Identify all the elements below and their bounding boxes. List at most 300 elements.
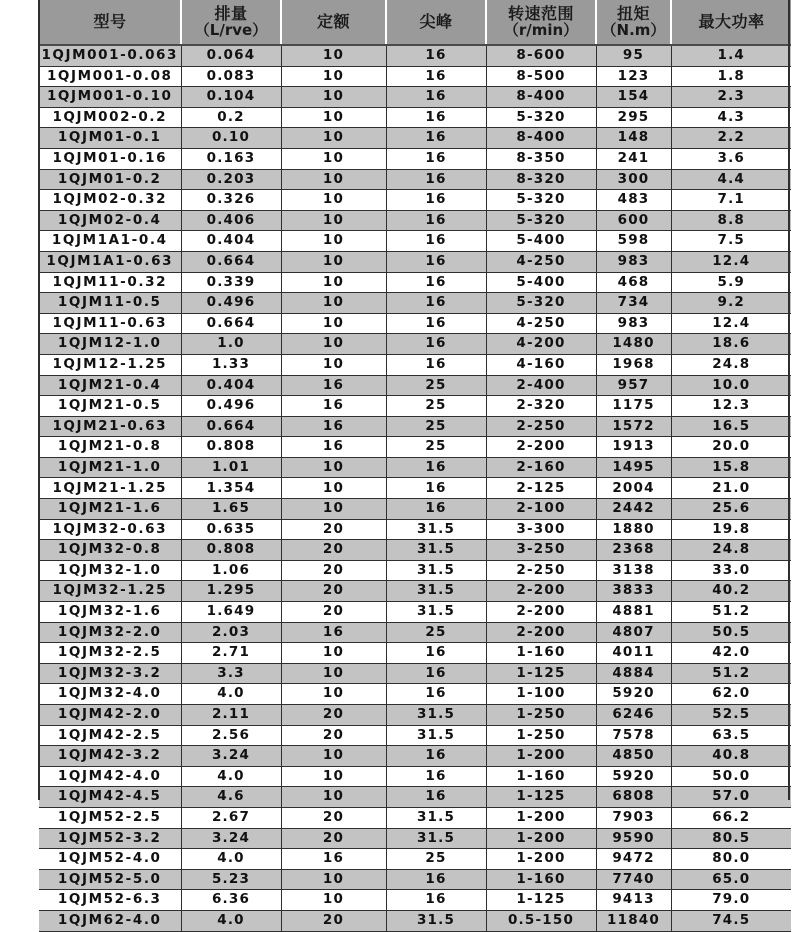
column-header-max_power [671, 0, 791, 45]
cell-torque: 7578 [596, 725, 671, 746]
cell-rated: 10 [281, 107, 386, 128]
cell-displacement: 2.56 [181, 725, 281, 746]
cell-displacement: 1.65 [181, 499, 281, 520]
cell-torque: 7740 [596, 869, 671, 890]
cell-max_power: 18.6 [671, 334, 791, 355]
cell-rated: 10 [281, 210, 386, 231]
cell-max_power: 16.5 [671, 416, 791, 437]
cell-speed_range: 5-400 [486, 231, 596, 252]
table-row [39, 684, 791, 705]
cell-rated: 16 [281, 849, 386, 870]
cell-displacement: 2.71 [181, 643, 281, 664]
cell-max_power: 12.4 [671, 313, 791, 334]
cell-speed_range: 4-160 [486, 354, 596, 375]
cell-model: 1QJM21-1.25 [39, 478, 181, 499]
cell-displacement: 1.06 [181, 560, 281, 581]
cell-displacement: 0.496 [181, 293, 281, 314]
cell-max_power: 80.5 [671, 828, 791, 849]
cell-torque: 1175 [596, 396, 671, 417]
column-header-speed_range [486, 0, 596, 45]
cell-model: 1QJM01-0.2 [39, 169, 181, 190]
cell-max_power: 7.1 [671, 190, 791, 211]
cell-torque: 95 [596, 45, 671, 66]
table-row [39, 602, 791, 623]
table-row [39, 725, 791, 746]
cell-model: 1QJM21-1.6 [39, 499, 181, 520]
cell-peak: 25 [386, 375, 486, 396]
cell-torque: 6246 [596, 705, 671, 726]
table-row [39, 849, 791, 870]
cell-displacement: 0.104 [181, 87, 281, 108]
table-row [39, 499, 791, 520]
cell-model: 1QJM001-0.08 [39, 66, 181, 87]
cell-rated: 20 [281, 725, 386, 746]
cell-max_power: 52.5 [671, 705, 791, 726]
cell-speed_range: 2-200 [486, 622, 596, 643]
table-row [39, 807, 791, 828]
cell-max_power: 12.3 [671, 396, 791, 417]
table-row [39, 643, 791, 664]
cell-torque: 1495 [596, 457, 671, 478]
cell-displacement: 0.404 [181, 231, 281, 252]
cell-torque: 123 [596, 66, 671, 87]
cell-rated: 10 [281, 87, 386, 108]
cell-model: 1QJM52-6.3 [39, 890, 181, 911]
cell-speed_range: 8-350 [486, 148, 596, 169]
cell-model: 1QJM21-0.63 [39, 416, 181, 437]
cell-speed_range: 1-200 [486, 746, 596, 767]
cell-max_power: 12.4 [671, 251, 791, 272]
cell-model: 1QJM002-0.2 [39, 107, 181, 128]
table-row [39, 375, 791, 396]
cell-peak: 31.5 [386, 519, 486, 540]
table-row [39, 910, 791, 931]
cell-max_power: 3.6 [671, 148, 791, 169]
cell-max_power: 1.4 [671, 45, 791, 66]
cell-displacement: 1.01 [181, 457, 281, 478]
cell-rated: 10 [281, 190, 386, 211]
cell-model: 1QJM52-2.5 [39, 807, 181, 828]
cell-speed_range: 2-200 [486, 581, 596, 602]
column-header-label: 尖峰 [419, 11, 453, 31]
cell-model: 1QJM52-4.0 [39, 849, 181, 870]
cell-speed_range: 2-200 [486, 437, 596, 458]
column-header-label: 定额 [316, 11, 350, 31]
cell-displacement: 0.496 [181, 396, 281, 417]
cell-model: 1QJM32-3.2 [39, 663, 181, 684]
cell-speed_range: 5-320 [486, 293, 596, 314]
cell-torque: 4011 [596, 643, 671, 664]
header-row [39, 0, 791, 45]
cell-model: 1QJM62-4.0 [39, 910, 181, 931]
cell-rated: 10 [281, 890, 386, 911]
cell-rated: 20 [281, 540, 386, 561]
cell-rated: 20 [281, 828, 386, 849]
cell-max_power: 20.0 [671, 437, 791, 458]
cell-model: 1QJM32-2.0 [39, 622, 181, 643]
cell-rated: 20 [281, 581, 386, 602]
cell-model: 1QJM42-4.5 [39, 787, 181, 808]
cell-peak: 16 [386, 643, 486, 664]
cell-peak: 31.5 [386, 828, 486, 849]
table-row [39, 540, 791, 561]
cell-max_power: 65.0 [671, 869, 791, 890]
cell-torque: 1968 [596, 354, 671, 375]
cell-peak: 16 [386, 272, 486, 293]
cell-torque: 7903 [596, 807, 671, 828]
cell-torque: 4850 [596, 746, 671, 767]
cell-peak: 25 [386, 416, 486, 437]
cell-model: 1QJM02-0.32 [39, 190, 181, 211]
cell-displacement: 6.36 [181, 890, 281, 911]
cell-peak: 16 [386, 107, 486, 128]
cell-torque: 1572 [596, 416, 671, 437]
cell-speed_range: 1-250 [486, 705, 596, 726]
cell-torque: 983 [596, 313, 671, 334]
table-row [39, 293, 791, 314]
cell-rated: 20 [281, 705, 386, 726]
cell-displacement: 4.0 [181, 910, 281, 931]
table-row [39, 416, 791, 437]
cell-peak: 16 [386, 231, 486, 252]
cell-rated: 10 [281, 354, 386, 375]
cell-model: 1QJM02-0.4 [39, 210, 181, 231]
cell-rated: 10 [281, 663, 386, 684]
cell-max_power: 8.8 [671, 210, 791, 231]
cell-torque: 148 [596, 128, 671, 149]
cell-max_power: 4.3 [671, 107, 791, 128]
table-row [39, 457, 791, 478]
cell-speed_range: 8-320 [486, 169, 596, 190]
cell-peak: 25 [386, 622, 486, 643]
cell-torque: 3138 [596, 560, 671, 581]
cell-displacement: 3.24 [181, 746, 281, 767]
cell-max_power: 40.2 [671, 581, 791, 602]
table-header [39, 0, 791, 45]
cell-displacement: 0.808 [181, 540, 281, 561]
cell-displacement: 1.0 [181, 334, 281, 355]
cell-torque: 9590 [596, 828, 671, 849]
cell-rated: 10 [281, 766, 386, 787]
table-row [39, 396, 791, 417]
cell-rated: 10 [281, 457, 386, 478]
cell-model: 1QJM11-0.32 [39, 272, 181, 293]
cell-peak: 16 [386, 787, 486, 808]
cell-rated: 16 [281, 437, 386, 458]
cell-torque: 1880 [596, 519, 671, 540]
cell-torque: 241 [596, 148, 671, 169]
cell-peak: 31.5 [386, 725, 486, 746]
cell-peak: 16 [386, 45, 486, 66]
cell-max_power: 15.8 [671, 457, 791, 478]
table-row [39, 581, 791, 602]
cell-model: 1QJM21-0.4 [39, 375, 181, 396]
cell-peak: 31.5 [386, 602, 486, 623]
cell-displacement: 5.23 [181, 869, 281, 890]
cell-displacement: 4.0 [181, 684, 281, 705]
cell-torque: 4884 [596, 663, 671, 684]
cell-max_power: 2.3 [671, 87, 791, 108]
table-row [39, 272, 791, 293]
cell-model: 1QJM42-2.5 [39, 725, 181, 746]
cell-torque: 483 [596, 190, 671, 211]
cell-model: 1QJM32-1.0 [39, 560, 181, 581]
cell-speed_range: 0.5-150 [486, 910, 596, 931]
cell-rated: 10 [281, 869, 386, 890]
cell-rated: 20 [281, 519, 386, 540]
cell-max_power: 25.6 [671, 499, 791, 520]
cell-max_power: 24.8 [671, 354, 791, 375]
cell-displacement: 0.406 [181, 210, 281, 231]
cell-rated: 16 [281, 622, 386, 643]
cell-peak: 25 [386, 396, 486, 417]
cell-peak: 16 [386, 148, 486, 169]
cell-model: 1QJM32-1.25 [39, 581, 181, 602]
cell-torque: 734 [596, 293, 671, 314]
cell-speed_range: 1-160 [486, 869, 596, 890]
table-row [39, 87, 791, 108]
cell-speed_range: 4-200 [486, 334, 596, 355]
column-header-label: 排量 [214, 3, 248, 23]
cell-model: 1QJM12-1.0 [39, 334, 181, 355]
cell-peak: 16 [386, 210, 486, 231]
cell-peak: 31.5 [386, 560, 486, 581]
table-row [39, 622, 791, 643]
cell-speed_range: 3-250 [486, 540, 596, 561]
cell-torque: 1913 [596, 437, 671, 458]
cell-max_power: 7.5 [671, 231, 791, 252]
cell-max_power: 4.4 [671, 169, 791, 190]
cell-max_power: 1.8 [671, 66, 791, 87]
table-row [39, 828, 791, 849]
table-row [39, 437, 791, 458]
cell-max_power: 24.8 [671, 540, 791, 561]
table-row [39, 128, 791, 149]
cell-rated: 20 [281, 807, 386, 828]
cell-model: 1QJM001-0.063 [39, 45, 181, 66]
cell-rated: 16 [281, 375, 386, 396]
cell-peak: 31.5 [386, 581, 486, 602]
cell-rated: 10 [281, 169, 386, 190]
cell-torque: 154 [596, 87, 671, 108]
cell-rated: 10 [281, 293, 386, 314]
cell-peak: 16 [386, 746, 486, 767]
cell-torque: 2368 [596, 540, 671, 561]
cell-peak: 16 [386, 354, 486, 375]
cell-torque: 9472 [596, 849, 671, 870]
cell-speed_range: 5-320 [486, 190, 596, 211]
cell-speed_range: 1-160 [486, 643, 596, 664]
cell-peak: 25 [386, 849, 486, 870]
cell-displacement: 3.24 [181, 828, 281, 849]
cell-max_power: 51.2 [671, 663, 791, 684]
cell-speed_range: 1-160 [486, 766, 596, 787]
cell-max_power: 2.2 [671, 128, 791, 149]
cell-displacement: 0.808 [181, 437, 281, 458]
cell-peak: 16 [386, 190, 486, 211]
table-row [39, 334, 791, 355]
cell-displacement: 1.354 [181, 478, 281, 499]
column-header-unit: （N.m） [601, 20, 666, 39]
cell-speed_range: 2-100 [486, 499, 596, 520]
table-row [39, 354, 791, 375]
cell-model: 1QJM21-1.0 [39, 457, 181, 478]
cell-model: 1QJM42-2.0 [39, 705, 181, 726]
cell-model: 1QJM52-3.2 [39, 828, 181, 849]
cell-speed_range: 1-100 [486, 684, 596, 705]
column-header-torque [596, 0, 671, 45]
cell-rated: 10 [281, 128, 386, 149]
table-row [39, 313, 791, 334]
cell-peak: 16 [386, 128, 486, 149]
cell-displacement: 1.295 [181, 581, 281, 602]
cell-speed_range: 8-500 [486, 66, 596, 87]
cell-displacement: 0.083 [181, 66, 281, 87]
cell-max_power: 21.0 [671, 478, 791, 499]
column-header-label: 型号 [93, 11, 127, 31]
column-header-label: 最大功率 [698, 11, 765, 31]
cell-model: 1QJM01-0.1 [39, 128, 181, 149]
column-header-model [39, 0, 181, 45]
cell-speed_range: 8-400 [486, 87, 596, 108]
cell-speed_range: 1-125 [486, 890, 596, 911]
cell-model: 1QJM21-0.5 [39, 396, 181, 417]
cell-rated: 16 [281, 416, 386, 437]
table-row [39, 746, 791, 767]
cell-torque: 4881 [596, 602, 671, 623]
cell-max_power: 42.0 [671, 643, 791, 664]
cell-torque: 9413 [596, 890, 671, 911]
cell-model: 1QJM1A1-0.63 [39, 251, 181, 272]
cell-rated: 10 [281, 787, 386, 808]
cell-torque: 4807 [596, 622, 671, 643]
cell-displacement: 0.326 [181, 190, 281, 211]
cell-rated: 16 [281, 396, 386, 417]
cell-max_power: 57.0 [671, 787, 791, 808]
cell-peak: 16 [386, 478, 486, 499]
cell-max_power: 19.8 [671, 519, 791, 540]
column-header-unit: （L/rve） [194, 20, 268, 39]
table-row [39, 787, 791, 808]
cell-speed_range: 2-250 [486, 416, 596, 437]
cell-model: 1QJM11-0.63 [39, 313, 181, 334]
cell-rated: 10 [281, 643, 386, 664]
cell-max_power: 50.0 [671, 766, 791, 787]
table-row [39, 890, 791, 911]
cell-rated: 20 [281, 560, 386, 581]
cell-torque: 5920 [596, 684, 671, 705]
cell-speed_range: 5-320 [486, 210, 596, 231]
cell-rated: 10 [281, 148, 386, 169]
cell-torque: 2004 [596, 478, 671, 499]
cell-speed_range: 4-250 [486, 251, 596, 272]
cell-displacement: 0.635 [181, 519, 281, 540]
cell-model: 1QJM42-4.0 [39, 766, 181, 787]
table-row [39, 66, 791, 87]
cell-peak: 31.5 [386, 540, 486, 561]
table-row [39, 869, 791, 890]
cell-peak: 16 [386, 251, 486, 272]
cell-rated: 10 [281, 251, 386, 272]
cell-rated: 10 [281, 684, 386, 705]
column-header-displacement [181, 0, 281, 45]
table-row [39, 45, 791, 66]
cell-displacement: 0.203 [181, 169, 281, 190]
cell-rated: 10 [281, 746, 386, 767]
cell-torque: 11840 [596, 910, 671, 931]
table-row [39, 766, 791, 787]
table-row [39, 705, 791, 726]
cell-model: 1QJM001-0.10 [39, 87, 181, 108]
cell-peak: 16 [386, 663, 486, 684]
cell-max_power: 74.5 [671, 910, 791, 931]
cell-max_power: 10.0 [671, 375, 791, 396]
cell-model: 1QJM32-0.63 [39, 519, 181, 540]
table-row [39, 663, 791, 684]
cell-speed_range: 5-320 [486, 107, 596, 128]
cell-speed_range: 1-200 [486, 807, 596, 828]
cell-peak: 31.5 [386, 807, 486, 828]
cell-max_power: 50.5 [671, 622, 791, 643]
cell-displacement: 1.649 [181, 602, 281, 623]
cell-displacement: 0.404 [181, 375, 281, 396]
cell-model: 1QJM21-0.8 [39, 437, 181, 458]
cell-model: 1QJM42-3.2 [39, 746, 181, 767]
cell-displacement: 4.0 [181, 849, 281, 870]
cell-speed_range: 2-400 [486, 375, 596, 396]
cell-rated: 10 [281, 313, 386, 334]
cell-displacement: 0.10 [181, 128, 281, 149]
cell-model: 1QJM11-0.5 [39, 293, 181, 314]
cell-displacement: 2.03 [181, 622, 281, 643]
cell-displacement: 1.33 [181, 354, 281, 375]
cell-rated: 20 [281, 910, 386, 931]
cell-model: 1QJM32-0.8 [39, 540, 181, 561]
cell-max_power: 5.9 [671, 272, 791, 293]
cell-torque: 3833 [596, 581, 671, 602]
cell-max_power: 66.2 [671, 807, 791, 828]
table-row [39, 210, 791, 231]
cell-displacement: 0.163 [181, 148, 281, 169]
cell-speed_range: 5-400 [486, 272, 596, 293]
cell-speed_range: 3-300 [486, 519, 596, 540]
cell-peak: 16 [386, 334, 486, 355]
cell-max_power: 40.8 [671, 746, 791, 767]
cell-model: 1QJM32-1.6 [39, 602, 181, 623]
cell-torque: 957 [596, 375, 671, 396]
cell-torque: 5920 [596, 766, 671, 787]
specification-table [38, 0, 791, 932]
cell-peak: 16 [386, 87, 486, 108]
table-row [39, 251, 791, 272]
cell-speed_range: 1-250 [486, 725, 596, 746]
cell-torque: 2442 [596, 499, 671, 520]
cell-model: 1QJM52-5.0 [39, 869, 181, 890]
cell-speed_range: 2-160 [486, 457, 596, 478]
cell-peak: 25 [386, 437, 486, 458]
cell-rated: 10 [281, 66, 386, 87]
cell-rated: 20 [281, 602, 386, 623]
cell-rated: 10 [281, 45, 386, 66]
cell-displacement: 0.339 [181, 272, 281, 293]
column-header-peak [386, 0, 486, 45]
cell-torque: 1480 [596, 334, 671, 355]
cell-rated: 10 [281, 334, 386, 355]
cell-peak: 16 [386, 869, 486, 890]
cell-max_power: 79.0 [671, 890, 791, 911]
cell-peak: 16 [386, 684, 486, 705]
cell-rated: 10 [281, 499, 386, 520]
